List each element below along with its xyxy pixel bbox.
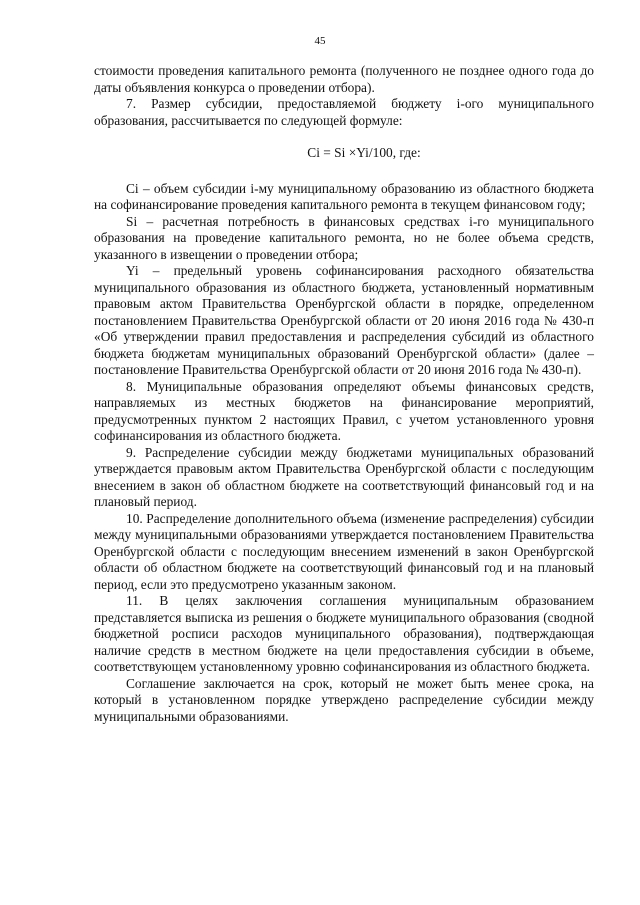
- paragraph-item-8: 8. Муниципальные образования определяют объемы финансовых средств, направляемых из местных бюджетов на финансирование мероприятий, предусмотренных пунктом 2 настоящих Правил, с учетом установленного уровня софинансирования из областного бюджета.: [94, 378, 594, 443]
- page-number: 45: [314, 35, 326, 47]
- paragraph-item-11: 11. В целях заключения соглашения муниципальным образованием представляется выписка из решения о бюджете муниципального образования (сводной бюджетной росписи расходов муниципального образования), подтверждающая наличие средств в местном бюджете на цели предоставления субсидии в объеме, соответствующем установленному уровню софинансирования из областного бюджета.: [94, 593, 594, 674]
- subsidy-formula: Ci = Si ×Yi/100, где:: [307, 145, 421, 160]
- paragraph-agreement-term: Соглашение заключается на срок, который не может быть менее срока, на который в установленном порядке утверждено распределение субсидии между муниципальными образованиями.: [94, 675, 594, 724]
- definition-ci: Ci – объем субсидии i-му муниципальному образованию из областного бюджета на софинансирование проведения капитального ремонта в текущем финансовом году;: [94, 180, 594, 212]
- paragraph-item-9: 9. Распределение субсидии между бюджетами муниципальных образований утверждается правовым актом Правительства Оренбургской области с последующим внесением в закон об областном бюджете на соответствующий финансовый год и на плановый период.: [94, 444, 594, 509]
- document-body: [94, 63, 594, 725]
- paragraph-item-10: 10. Распределение дополнительного объема (изменение распределения) субсидии между муниципальными образованиями утверждается постановлением Правительства Оренбургской области с последующим внесением изменений в закон Оренбургской области об областном бюджете на соответствующий финансовый год и на плановый период, если это предусмотрено указанным законом.: [94, 510, 594, 592]
- paragraph-item-7: 7. Размер субсидии, предоставляемой бюджету i-ого муниципального образования, рассчитывается по следующей формуле:: [94, 96, 594, 128]
- definition-si: Si – расчетная потребность в финансовых средствах i-го муниципального образования на проведение капитального ремонта, но не более объема средств, указанного в извещении о проведении отбора;: [94, 213, 594, 262]
- paragraph-continuation: стоимости проведения капитального ремонта (полученного не позднее одного года до даты объявления конкурса о проведении отбора).: [94, 63, 594, 95]
- definition-yi: Yi – предельный уровень софинансирования расходного обязательства муниципального образования из областного бюджета, установленный нормативным правовым актом Правительства Оренбургской области в порядке, определенном постановлением Правительства Оренбургской области от 20 июня 2016 года № 430-п «Об утверждении правил предоставления и распределения субсидий из областного бюджета бюджетам муниципальных образований Оренбургской области» (далее – постановление Правительства Оренбургской области от 20 июня 2016 года № 430-п).: [94, 263, 594, 377]
